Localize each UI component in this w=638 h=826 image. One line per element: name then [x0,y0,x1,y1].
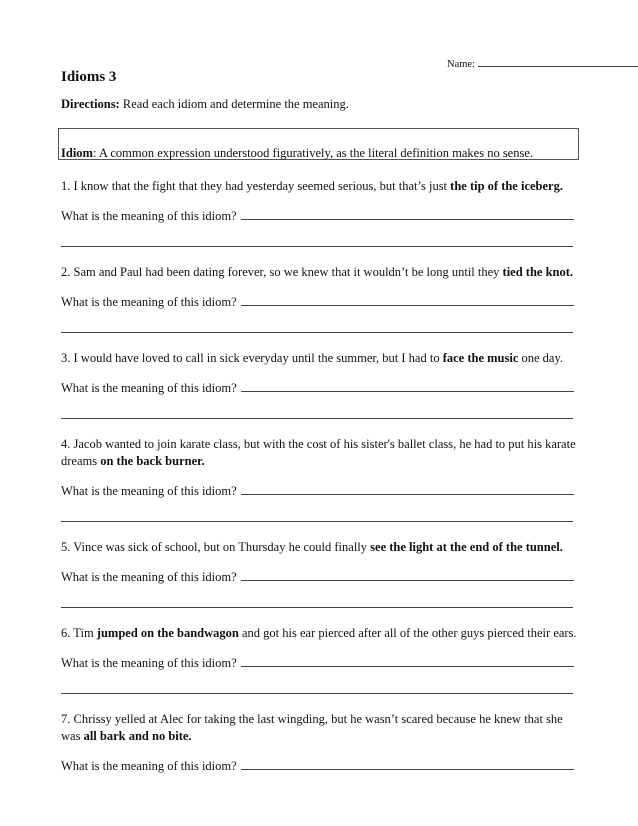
answer-blank-1b[interactable] [61,246,573,247]
answer-blank-7a[interactable] [241,758,574,770]
answer-prompt-1: What is the meaning of this idiom? [61,208,574,224]
answer-blank-6b[interactable] [61,693,573,694]
definition-text [61,146,533,161]
answer-prompt-3: What is the meaning of this idiom? [61,380,574,396]
name-field[interactable] [447,57,638,70]
idiom-5: see the light at the end of the tunnel. [370,540,563,554]
answer-prompt-4: What is the meaning of this idiom? [61,483,574,499]
answer-blank-5b[interactable] [61,607,573,608]
definition-body: : A common expression understood figuratively, as the literal definition makes no sense. [92,146,534,160]
question-7: 7. Chrissy yelled at Alec for taking the last wingding, but he wasn’t scared because he knew that she was all bark and no bite. [61,712,563,743]
question-3: 3. I would have loved to call in sick everyday until the summer, but I had to face the music one day. [61,351,564,365]
directions-text: Read each idiom and determine the meaning. [119,97,349,111]
answer-blank-3b[interactable] [61,418,573,419]
directions [61,97,349,112]
question-5: 5. Vince was sick of school, but on Thursday he could finally see the light at the end of the tunnel. [61,540,563,554]
name-blank[interactable] [478,57,638,67]
definition-label: Idiom [61,146,93,160]
idiom-3: face the music [442,351,519,365]
answer-blank-4b[interactable] [61,521,573,522]
directions-label: Directions: [61,97,120,111]
idiom-1: the tip of the iceberg. [450,179,563,193]
answer-blank-4a[interactable] [241,483,574,495]
answer-prompt-7: What is the meaning of this idiom? [61,758,574,774]
idiom-6: jumped on the bandwagon [96,626,239,640]
answer-blank-6a[interactable] [241,655,574,667]
question-6: 6. Tim jumped on the bandwagon and got his ear pierced after all of the other guys pierced their ears. [61,626,577,640]
name-label: Name: [447,59,475,70]
answer-blank-2a[interactable] [241,294,574,306]
answer-prompt-5: What is the meaning of this idiom? [61,569,574,585]
answer-prompt-2: What is the meaning of this idiom? [61,294,574,310]
question-4: 4. Jacob wanted to join karate class, but with the cost of his sister's ballet class, he had to put his karate dreams on the back burner. [61,437,576,468]
answer-blank-1a[interactable] [241,208,574,220]
idiom-4: on the back burner. [100,454,205,468]
question-1: 1. I know that the fight that they had yesterday seemed serious, but that’s just the tip of the iceberg. [61,179,563,193]
answer-blank-2b[interactable] [61,332,573,333]
question-2: 2. Sam and Paul had been dating forever, so we knew that it wouldn’t be long until they tied the knot. [61,265,574,279]
answer-blank-3a[interactable] [241,380,574,392]
idiom-7: all bark and no bite. [83,729,192,743]
page-title: Idioms 3 [61,69,117,85]
answer-prompt-6: What is the meaning of this idiom? [61,655,574,671]
idiom-2: tied the knot. [502,265,574,279]
answer-blank-5a[interactable] [241,569,574,581]
